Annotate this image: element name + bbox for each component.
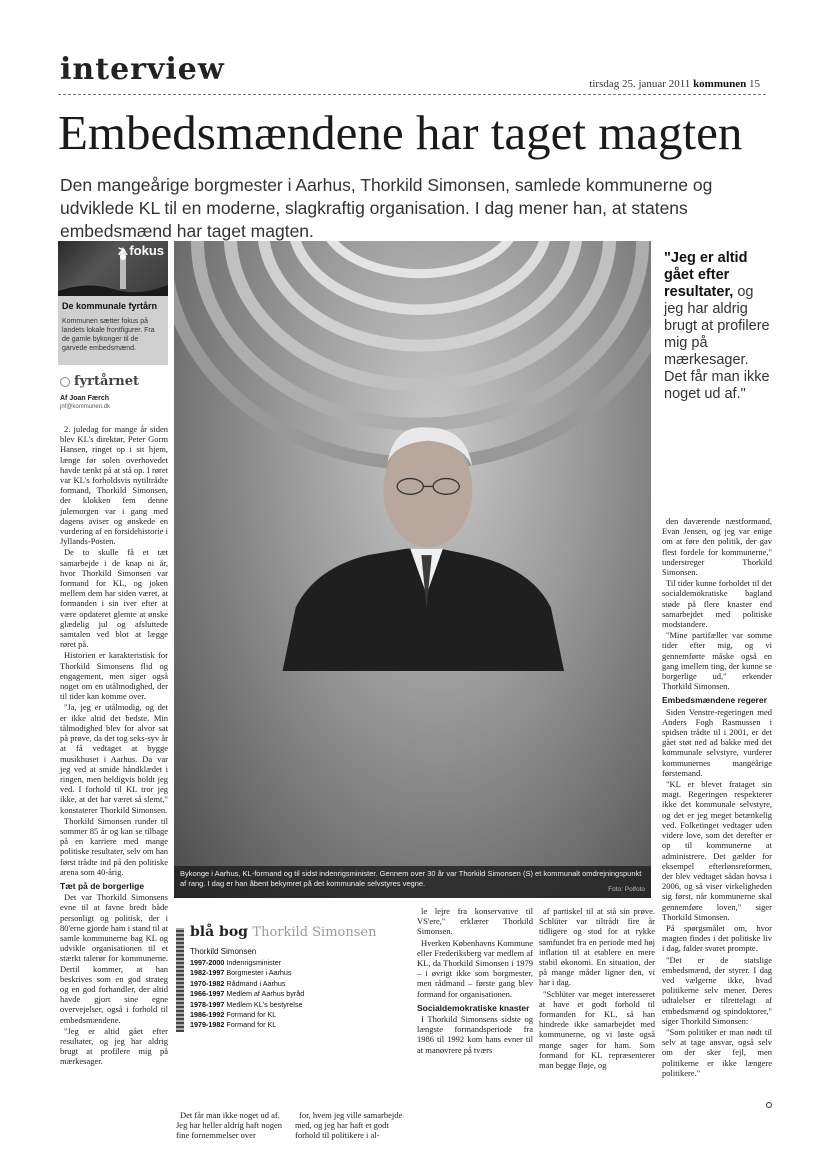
blaa-bog-bar bbox=[176, 928, 184, 1032]
fokus-title: De kommunale fyrtårn bbox=[62, 301, 158, 311]
paragraph: "Ja, jeg er utålmodig, og det er ikke altid det bedste. Min tålmodighed blev for alvor sat på prøve, da det tog seks-syv år at få vedtaget at bygge musikhuset i Aarhus. Da var jeg ved at smide håndklædet i ringen, men heldigvis holdt jeg ved. I forhold til KL tror jeg ikke, at det har været så slemt," konstaterer Thorkild Simonsen. bbox=[60, 702, 168, 815]
paragraph: Historien er karakteristisk for Thorkild Simonsens flid og engagement, men siger også noget om en utålmodighed, der til tider kan komme over. bbox=[60, 650, 168, 702]
paragraph: I Thorkild Simonsens sidste og længste formandsperiode fra 1986 til 1992 kom hans evner til at manøvrere på tværs bbox=[417, 1014, 533, 1055]
subheading: Socialdemokratiske knaster bbox=[417, 1002, 530, 1013]
article-column-5 bbox=[539, 906, 655, 1071]
portrait-photo bbox=[174, 241, 651, 898]
list-item: 1970-1982 Rådmand i Aarhus bbox=[190, 978, 286, 988]
fyrtaarn-label: fyrtårnet bbox=[60, 374, 139, 389]
blaa-bog-list bbox=[190, 958, 304, 1031]
paragraph: De to skulle få et tæt samarbejde i de knap ni år, hvor Thorkild Simonsen var formand for KL, og joken mellem dem har siden været, at formanden i sin iver efter at være opdateret glemte at ønske glædelig jul og afsluttede samtalen ved blot at lægge røret på. bbox=[60, 547, 168, 650]
list-item: 1966-1997 Medlem af Aarhus byråd bbox=[190, 989, 305, 999]
paragraph: Siden Venstre-regeringen med Anders Fogh Rasmussen i spidsen trådte til i 2001, er det gået støt ned ad bakke med det kommunale selvstyre, vurderer kommunernes mangeårige førstemand. bbox=[662, 706, 772, 778]
article-column-4 bbox=[417, 906, 533, 1056]
paragraph: Til tider kunne forholdet til det socialdemokratiske bagland støde på flere knaster end samarbejdet med politiske modstandere. bbox=[662, 578, 772, 630]
photo-caption: Bykonge i Aarhus, KL-formand og til sidst indenrigsminister. Gennem over 30 år var Thorkild Simonsen (S) et kommunalt omdrejningspunkt af rang. I dag er han åbent bekymret på det kommunale selvstyres vegne. Foto: Polfoto bbox=[174, 866, 651, 898]
list-item: 1997-2000 Indenrigsminister bbox=[190, 958, 282, 967]
fokus-tag: > fokus bbox=[118, 243, 164, 258]
subheading: Tæt på de borgerlige bbox=[60, 880, 145, 891]
article-column-2 bbox=[176, 1110, 292, 1142]
section-label: interview bbox=[60, 52, 225, 87]
blaa-bog-title: blå bog Thorkild Simonsen bbox=[190, 924, 377, 940]
paragraph: "Schlüter var meget interesseret at have et godt forhold til formanden for KL, så han hindrede ikke samarbejdet med kommunerne, og vi løste også mange sager for ham. Som formand for KL repræsenterer man begge fløje, og bbox=[539, 988, 655, 1071]
paragraph: le lejre fra konservative til VS'ere," erklærer Thorkild Simonsen. bbox=[417, 906, 533, 937]
headline: Embedsmændene har taget magten bbox=[58, 105, 743, 160]
photo-credit: Foto: Polfoto bbox=[608, 886, 645, 893]
subheading: Embedsmændene regerer bbox=[662, 695, 767, 706]
fokus-text: Kommunen sætter fokus på landets lokale frontfigurer. Fra de gamle bykonger til de garvede embedsmænd. bbox=[62, 318, 155, 352]
paragraph: "Jeg er altid gået efter resultater, og jeg har aldrig brugt at profilere mig på mærkesager. bbox=[60, 1025, 168, 1067]
paragraph: "Det er de statslige embedsmænd, der styrer. I dag ved vælgerne ikke, hvad politikerne selv mener. Deres udtalelser er tilrettelagt af embedsmænd og spindoktorer," siger Thorkild Simonsen: bbox=[662, 954, 772, 1026]
paragraph: På spørgsmålet om, hvor magten findes i det politiske liv i dag, falder svaret prompte. bbox=[662, 922, 772, 954]
paragraph: af partiskel til at stå sin prøve. Schlüter var tiltrådt fire år tidligere og stod for at rykke samfundet fra en periode med høj inflation til at etablere en mere stabil økonomi. En situation, der på mange måder ligner den, vi har i dag. bbox=[539, 906, 655, 988]
paragraph: den daværende næstformand, Evan Jensen, og jeg var enige om at føre den politik, der gav flest fordele for kommunerne," understreger Thorkild Simonsen. bbox=[662, 516, 772, 578]
list-item: 1979-1982 Formand for KL bbox=[190, 1020, 277, 1030]
paragraph: Thorkild Simonsen runder til sommer 85 år og kan se tilbage på en karriere med mange politiske resultater, selv om han først trådte ind på den politiske arena som 40-årig. bbox=[60, 815, 169, 877]
list-item: 1982-1997 Borgmester i Aarhus bbox=[190, 968, 292, 978]
paragraph: 2. juledag for mange år siden blev KL's direktør, Peter Gorm Hansen, ringet op i sit hjem, længe før solen overhovedet havde tænkt på at stå op. I røret var KL's forholdsvis nytiltrådte formand, Thorkild Simonsen, der klokken fem denne julemorgen var i gang med dagens aviser og ønskede en vurdering af en forsidehistorie i Jyllands-Posten. bbox=[60, 424, 168, 547]
paragraph: for, hvem jeg ville samarbejde med, og jeg har haft et godt forhold til politikere i al- bbox=[295, 1110, 403, 1141]
paragraph: "KL er blevet frataget sin magt. Regeringen respekterer ikke det kommunale selvstyre, og det er jeg meget betænkelig ved. Folketinget vedtager uden videre love, som det derefter er op til kommunerne at administrere. Det gælder for eksempel efterlønsreformen, der blev vedtaget sådan hovsa i 2006, og så viser virkeligheden sig først, når kommunerne skal gennemføre loven," siger Thorkild Simonsen. bbox=[662, 779, 772, 922]
paragraph: "Som politiker er man nødt til selv at tage ansvar, også selv om der sker fejl, men politikerne er ikke længere politikere." bbox=[662, 1026, 772, 1078]
issue-date: tirsdag 25. januar 2011 bbox=[589, 78, 691, 90]
page-header-info bbox=[589, 78, 760, 90]
paragraph: "Mine partifæller var somme tider efter mig, og vi gennemførte måske også en gang imellem ting, der kunne se borgerlige ud," erkender Thorkild Simonsen. bbox=[662, 630, 772, 692]
article-column-3 bbox=[295, 1110, 411, 1142]
fokus-box bbox=[58, 241, 168, 365]
header-rule bbox=[58, 94, 766, 95]
ceiling-rings-graphic bbox=[174, 241, 651, 671]
blaa-bog-name: Thorkild Simonsen bbox=[190, 947, 257, 956]
end-mark-icon bbox=[766, 1102, 772, 1108]
blaa-bog-box bbox=[176, 924, 412, 1092]
fokus-lighthouse-image bbox=[58, 241, 168, 296]
article-column-1 bbox=[60, 424, 168, 1068]
byline: Af Joan Færch bbox=[60, 395, 110, 402]
article-column-right bbox=[662, 516, 772, 1079]
list-item: 1986-1992 Formand for KL bbox=[190, 1010, 277, 1020]
paragraph: Hverken Københavns Kommune eller Frederiksberg var medlem af KL, da Thorkild Simonsen i 1979 – i øvrigt ikke som borgmester, men rådmand – første gang blev formand for organisationen. bbox=[417, 937, 533, 999]
list-item: 1978-1997 Medlem KL's bestyrelse bbox=[190, 999, 303, 1009]
author-email: jnf@kommunen.dk bbox=[60, 404, 111, 410]
page-number: 15 bbox=[749, 78, 760, 90]
pull-quote: "Jeg er altid gået efter resultater, og jeg har aldrig brugt at profilere mig på mærkesager. Det får man ikke noget ud af." bbox=[664, 250, 770, 402]
paragraph: Det var Thorkild Simonsens evne til at favne bredt både personligt og politisk, der i 80'erne gjorde ham i stand til at samle kommunerne bag KL og udvikle organisationen til et stærkt talerør for kommunerne. Dertil kommer, at han beskrives som en god strateg og en god forhandler, der altid havde gjort sine egne overvejelser, også i forhold til embedsmændene. bbox=[60, 892, 168, 1025]
publication-name: kommunen bbox=[693, 78, 747, 90]
circle-icon bbox=[60, 377, 70, 387]
lead-paragraph: Den mangeårige borgmester i Aarhus, Thorkild Simonsen, samlede kommunerne og udviklede KL til en moderne, slagkraftig organisation. I dag mener han, at statens embedsmænd har taget magten. bbox=[60, 175, 713, 241]
paragraph: Det får man ikke noget ud af. Jeg har heller aldrig haft nogen fine fornemmelser over bbox=[176, 1110, 282, 1141]
